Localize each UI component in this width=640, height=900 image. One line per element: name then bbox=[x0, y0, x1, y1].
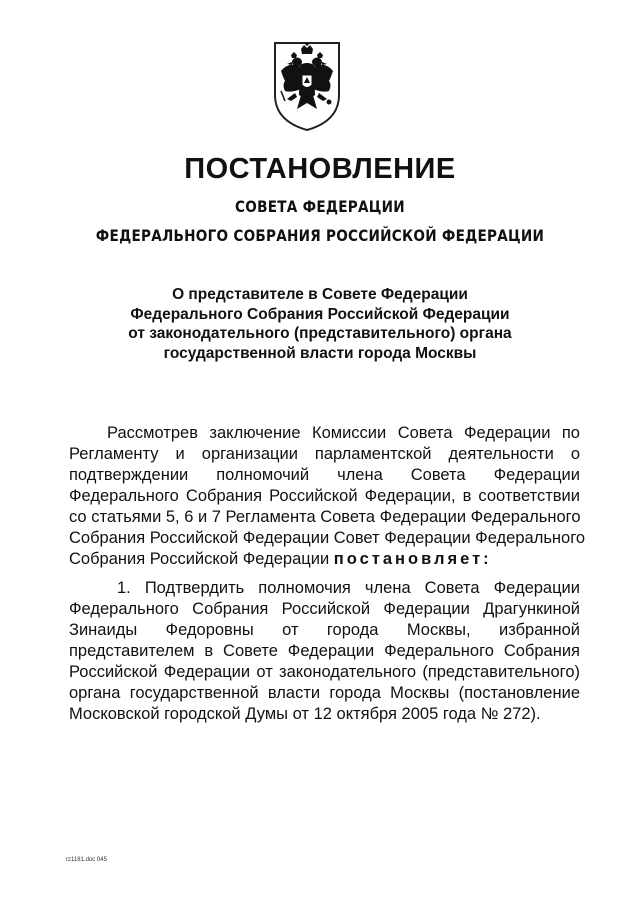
preamble-paragraph bbox=[69, 423, 586, 570]
subject-line: Федерального Собрания Российской Федерации bbox=[130, 305, 510, 323]
paragraph-line: 1. Подтвердить полномочия члена Совета Федерации bbox=[117, 579, 580, 597]
resolution-keyword: постановляет: bbox=[333, 550, 492, 568]
subject-line: от законодательного (представительного) органа bbox=[128, 325, 512, 342]
paragraph-line: Федерального Собрания Российской Федерации Драгункиной bbox=[69, 600, 580, 618]
resolution-item-1 bbox=[69, 578, 580, 725]
subject-line: О представителе в Совете Федерации bbox=[172, 286, 468, 303]
subject-line: государственной власти города Москвы bbox=[163, 344, 477, 362]
issuer-line-2: ФЕДЕРАЛЬНОГО СОБРАНИЯ РОССИЙСКОЙ ФЕДЕРАЦИИ bbox=[95, 226, 545, 245]
document-file-code: rz1181.doc 045 bbox=[66, 857, 107, 863]
paragraph-line: органа государственной власти города Москвы (постановление bbox=[69, 684, 580, 702]
coat-of-arms-icon bbox=[271, 37, 343, 133]
paragraph-line: подтверждении полномочий члена Совета Федерации bbox=[69, 466, 580, 484]
document-subject bbox=[120, 285, 520, 363]
paragraph-line: представителем в Совете Федерации Федерального Собрания bbox=[69, 642, 580, 660]
paragraph-line: Федерального Собрания Российской Федерации, в соответствии bbox=[69, 487, 580, 505]
paragraph-line: Регламенту и организации парламентской деятельности о bbox=[69, 445, 580, 463]
issuer-line-1: СОВЕТА ФЕДЕРАЦИИ bbox=[235, 197, 405, 216]
paragraph-line: со статьями 5, 6 и 7 Регламента Совета Федерации Федерального bbox=[69, 508, 581, 526]
paragraph-line: Собрания Российской Федерации bbox=[69, 550, 330, 568]
paragraph-line: Российской Федерации от законодательного (представительного) bbox=[69, 663, 580, 681]
paragraph-line: Рассмотрев заключение Комиссии Совета Федерации по bbox=[107, 424, 580, 442]
paragraph-line: Собрания Российской Федерации Совет Федерации Федерального bbox=[69, 529, 586, 547]
paragraph-line-final bbox=[69, 549, 580, 570]
paragraph-line: Зинаиды Федоровны от города Москвы, избранной bbox=[69, 621, 580, 639]
paragraph-line: Московской городской Думы от 12 октября 2005 года № 272). bbox=[69, 705, 541, 723]
document-title: ПОСТАНОВЛЕНИЕ bbox=[184, 153, 456, 185]
